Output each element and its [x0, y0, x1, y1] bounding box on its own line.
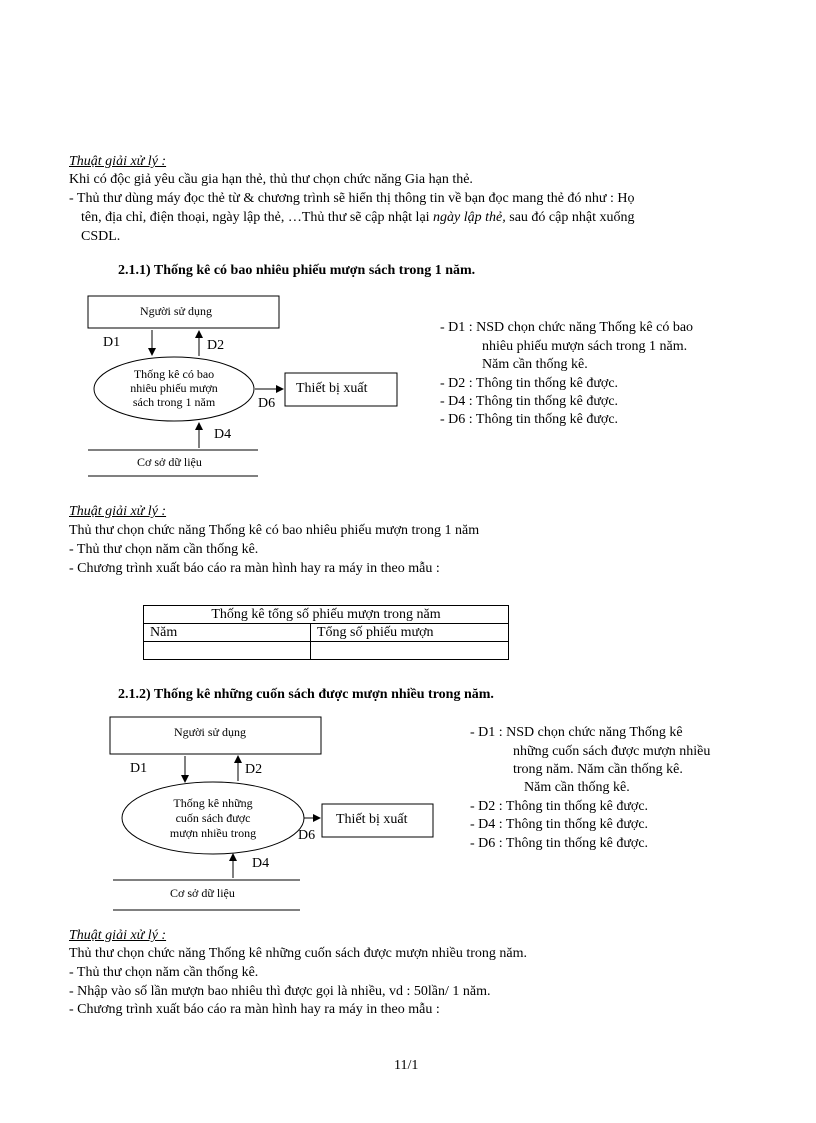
flow-label-d1: D1: [130, 761, 148, 776]
note-line: - D6 : Thông tin thống kê được.: [440, 412, 619, 427]
paragraph-line: - Thủ thư dùng máy đọc thẻ từ & chương trình sẽ hiển thị thông tin về bạn đọc mang thẻ đó như : Họ: [69, 191, 635, 206]
column-header-count: Tổng số phiếu mượn: [311, 624, 509, 642]
table-row: [144, 624, 509, 642]
paragraph-line: - Chương trình xuất báo cáo ra màn hình hay ra máy in theo mẫu :: [69, 561, 440, 576]
user-box-label: Người sử dụng: [174, 725, 247, 739]
paragraph-line: Thủ thư chọn chức năng Thống kê những cuốn sách được mượn nhiều trong năm.: [69, 946, 528, 961]
process-label: [133, 796, 293, 841]
note-line: - D4 : Thông tin thống kê được.: [440, 394, 619, 409]
note-line: những cuốn sách được mượn nhiều: [513, 744, 711, 759]
paragraph-line: - Chương trình xuất báo cáo ra màn hình hay ra máy in theo mẫu :: [69, 1002, 440, 1017]
note-line: - D2 : Thông tin thống kê được.: [470, 799, 649, 814]
paragraph-line: - Thủ thư chọn năm cần thống kê.: [69, 542, 259, 557]
process-line: Thống kê những: [173, 796, 253, 810]
table-title: Thống kê tổng số phiếu mượn trong năm: [144, 606, 509, 624]
output-box-label: Thiết bị xuất: [336, 812, 408, 827]
flow-label-d4: D4: [214, 427, 232, 442]
table-row: [144, 606, 509, 624]
process-label: [94, 367, 254, 409]
note-line: - D1 : NSD chọn chức năng Thống kê có bao: [440, 320, 694, 335]
process-line: nhiêu phiếu mượn: [130, 381, 218, 395]
text-span: sau đó cập nhật xuống: [505, 210, 635, 225]
paragraph-line: CSDL.: [81, 229, 121, 244]
flow-label-d2: D2: [207, 338, 225, 353]
database-label: Cơ sở dữ liệu: [170, 886, 235, 900]
note-line: - D1 : NSD chọn chức năng Thống kê: [470, 725, 683, 740]
paragraph-line: Thủ thư chọn chức năng Thống kê có bao nhiêu phiếu mượn trong 1 năm: [69, 523, 480, 538]
flow-label-d4: D4: [252, 856, 270, 871]
italic-span: ngày lập thẻ,: [433, 210, 506, 225]
algorithm-label-2: Thuật giải xử lý :: [69, 504, 167, 519]
page-number: 11/1: [394, 1058, 419, 1073]
flow-label-d2: D2: [245, 762, 263, 777]
section-heading-2-1-2: 2.1.2) Thống kê những cuốn sách được mượn nhiều trong năm.: [118, 687, 494, 702]
note-line: - D4 : Thông tin thống kê được.: [470, 817, 649, 832]
section-heading-2-1-1: 2.1.1) Thống kê có bao nhiêu phiếu mượn sách trong 1 năm.: [118, 263, 476, 278]
paragraph-line: - Nhập vào số lần mượn bao nhiêu thì được gọi là nhiều, vd : 50lần/ 1 năm.: [69, 984, 491, 999]
table-cell: [311, 642, 509, 660]
paragraph-line: - Thủ thư chọn năm cần thống kê.: [69, 965, 259, 980]
output-box-label: Thiết bị xuất: [296, 381, 368, 396]
algorithm-label-3: Thuật giải xử lý :: [69, 928, 167, 943]
note-line: nhiêu phiếu mượn sách trong 1 năm.: [482, 339, 688, 354]
note-line: - D6 : Thông tin thống kê được.: [470, 836, 649, 851]
column-header-year: Năm: [144, 624, 311, 642]
note-line: trong năm. Năm cần thống kê.: [513, 762, 683, 777]
table-row: [144, 642, 509, 660]
process-line: sách trong 1 năm: [132, 395, 216, 409]
paragraph-line: Khi có độc giả yêu cầu gia hạn thẻ, thủ thư chọn chức năng Gia hạn thẻ.: [69, 172, 473, 187]
process-line: Thống kê có bao: [133, 367, 215, 381]
note-line: Năm cần thống kê.: [482, 357, 588, 372]
flow-label-d1: D1: [103, 335, 121, 350]
flow-label-d6: D6: [298, 828, 316, 843]
note-line: Năm cần thống kê.: [524, 780, 630, 795]
user-box-label: Người sử dụng: [140, 304, 213, 318]
database-label: Cơ sở dữ liệu: [137, 455, 202, 469]
note-line: - D2 : Thông tin thống kê được.: [440, 376, 619, 391]
process-line: cuốn sách được: [175, 811, 251, 825]
report-template-table: [143, 605, 509, 660]
process-line: mượn nhiều trong: [169, 826, 257, 840]
table-cell: [144, 642, 311, 660]
text-span: tên, địa chỉ, điện thoại, ngày lập thẻ, …Thủ thư sẽ cập nhật lại: [81, 210, 434, 225]
flow-label-d6: D6: [258, 396, 276, 411]
algorithm-label-1: Thuật giải xử lý :: [69, 154, 167, 169]
